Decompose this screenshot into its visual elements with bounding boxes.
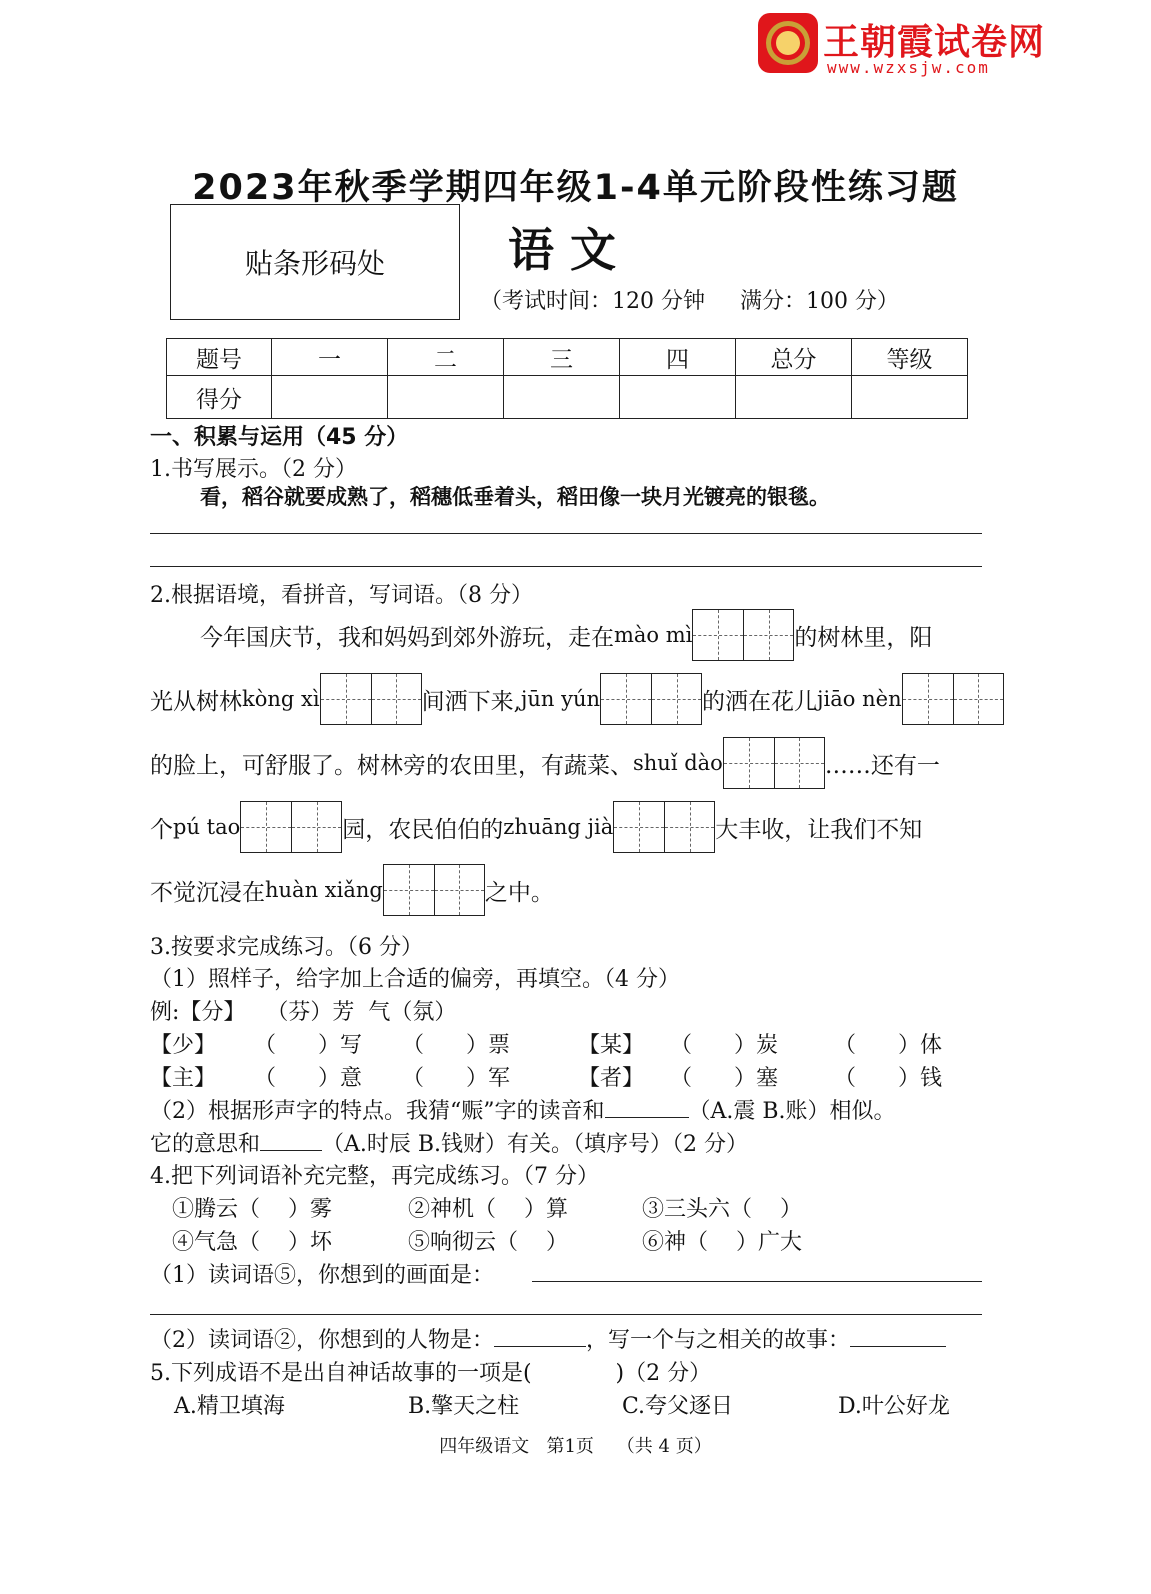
q5-option-b[interactable]: B.擎天之柱	[408, 1394, 520, 1419]
score-cell[interactable]	[852, 376, 968, 419]
answer-box[interactable]	[383, 864, 485, 916]
logo-url: www.wzxsjw.com	[827, 58, 990, 77]
pinyin: kòng xì	[242, 687, 320, 711]
q3-sub1: （1）照样子，给字加上合适的偏旁，再填空。（4 分）	[150, 967, 680, 992]
passage-text: 不觉沉浸在	[150, 879, 265, 906]
exam-title: 2023年秋季学期四年级1-4单元阶段性练习题	[192, 168, 959, 208]
q3-sub2-text: （A.时辰 B.钱财）有关。（填序号）（2 分）	[322, 1132, 749, 1157]
answer-line[interactable]	[532, 1281, 982, 1282]
fill-blank[interactable]: （ ）军	[402, 1066, 510, 1091]
answer-box[interactable]	[613, 801, 715, 853]
writing-line[interactable]	[150, 533, 982, 534]
pinyin: jūn yún	[520, 687, 601, 711]
q3-sub2	[150, 1094, 896, 1125]
passage-text: 今年国庆节，我和妈妈到郊外游玩，走在	[200, 624, 614, 651]
pinyin: mào mì	[614, 623, 693, 647]
idiom-item[interactable]: ⑥神（ ）广大	[642, 1230, 802, 1255]
score-table-header-row	[167, 339, 968, 376]
answer-box[interactable]	[692, 609, 794, 661]
q1-label: 1.书写展示。（2 分）	[150, 457, 357, 482]
q4-label: 4.把下列词语补充完整，再完成练习。（7 分）	[150, 1164, 599, 1189]
table-cell: 总分	[736, 339, 852, 376]
root-char: 【主】	[150, 1066, 217, 1091]
fill-blank[interactable]: （ ）票	[402, 1033, 510, 1058]
score-cell[interactable]	[272, 376, 388, 419]
q5-option-c[interactable]: C.夸父逐日	[622, 1394, 734, 1419]
q5-label: 5.下列成语不是出自神话故事的一项是( )（2 分）	[150, 1361, 712, 1386]
pinyin: jiāo nèn	[817, 687, 902, 711]
answer-box[interactable]	[902, 673, 1004, 725]
passage-text: 的树林里，阳	[794, 624, 933, 651]
pinyin: huàn xiǎng	[265, 878, 383, 902]
logo-title: 王朝霞试卷网	[823, 22, 1046, 63]
q3-row	[150, 1061, 990, 1091]
q3-sub2-cont	[150, 1127, 748, 1158]
writing-line[interactable]	[150, 566, 982, 567]
q4-sub2-text: （2）读词语②，你想到的人物是：	[150, 1328, 494, 1353]
q3-sub2-text: （2）根据形声字的特点。我猜“赈”字的读音和	[150, 1099, 605, 1124]
q5-option-a[interactable]: A.精卫填海	[174, 1394, 285, 1419]
fill-blank[interactable]: （ ）钱	[834, 1066, 942, 1091]
answer-box[interactable]	[320, 673, 422, 725]
page-footer: 四年级语文 第1页 （共 4 页）	[439, 1436, 712, 1457]
passage-text: 的脸上，可舒服了。树林旁的农田里，有蔬菜、	[150, 752, 633, 779]
answer-line[interactable]	[150, 1314, 982, 1315]
exam-info: （考试时间：120 分钟 满分：100 分）	[480, 289, 899, 314]
q4-sub2	[150, 1323, 946, 1354]
passage-text: 大丰收，让我们不知	[715, 816, 923, 843]
table-cell: 题号	[167, 339, 272, 376]
passage-text: 的洒在花儿	[702, 688, 818, 715]
pinyin: zhuāng jià	[503, 815, 614, 839]
site-logo	[757, 12, 1057, 77]
pinyin: shuǐ dào	[633, 751, 723, 775]
section-heading: 一、积累与运用（45 分）	[150, 425, 409, 450]
q3-row	[150, 1028, 990, 1058]
q1-copy-text: 看，稻谷就要成熟了，稻穗低垂着头，稻田像一块月光镀亮的银毯。	[200, 485, 830, 509]
root-char: 【某】	[578, 1033, 645, 1058]
answer-box[interactable]	[723, 737, 825, 789]
idiom-item[interactable]: ①腾云（ ）雾	[172, 1197, 332, 1222]
answer-blank[interactable]	[605, 1097, 689, 1118]
idiom-item[interactable]: ④气急（ ）坏	[172, 1230, 332, 1255]
subject-title: 语文	[508, 223, 632, 277]
score-table	[166, 338, 968, 419]
q2-line-1	[200, 609, 932, 661]
table-cell: 一	[272, 339, 388, 376]
root-char: 【者】	[578, 1066, 645, 1091]
table-cell: 得分	[167, 376, 272, 419]
score-table-score-row	[167, 376, 968, 419]
fill-blank[interactable]: （ ）炭	[670, 1033, 778, 1058]
passage-text: 个	[150, 816, 173, 843]
barcode-box	[170, 204, 460, 320]
answer-blank[interactable]	[850, 1326, 946, 1347]
q5-option-d[interactable]: D.叶公好龙	[838, 1394, 950, 1419]
score-cell[interactable]	[504, 376, 620, 419]
pinyin: pú tao	[173, 815, 241, 839]
idiom-item[interactable]: ③三头六（ ）	[642, 1197, 802, 1222]
score-cell[interactable]	[620, 376, 736, 419]
seal-icon	[757, 12, 819, 74]
answer-blank[interactable]	[494, 1326, 586, 1347]
q3-sub2-text: 它的意思和	[150, 1132, 261, 1157]
answer-box[interactable]	[600, 673, 702, 725]
answer-blank[interactable]	[260, 1130, 322, 1151]
fill-blank[interactable]: （ ）塞	[670, 1066, 778, 1091]
table-cell: 等级	[852, 339, 968, 376]
score-cell[interactable]	[388, 376, 504, 419]
q2-line-3	[150, 737, 940, 789]
passage-text: 之中。	[484, 879, 554, 906]
q3-label: 3.按要求完成练习。（6 分）	[150, 935, 423, 960]
q2-line-5	[150, 864, 554, 916]
score-cell[interactable]	[736, 376, 852, 419]
answer-box[interactable]	[240, 801, 342, 853]
passage-text: ……还有一	[824, 752, 940, 779]
root-char: 【少】	[150, 1033, 217, 1058]
q3-example: 例:【分】 （芬）芳 气（氛）	[150, 1000, 457, 1025]
barcode-label: 贴条形码处	[244, 247, 385, 280]
passage-text: 光从树林	[150, 688, 242, 715]
q2-label: 2.根据语境，看拼音，写词语。（8 分）	[150, 583, 533, 608]
fill-blank[interactable]: （ ）写	[254, 1033, 362, 1058]
passage-text: 园，农民伯伯的	[342, 816, 504, 843]
q2-line-4	[150, 801, 922, 853]
table-cell: 三	[504, 339, 620, 376]
idiom-item[interactable]: ⑤响彻云（ ）	[408, 1230, 568, 1255]
idiom-item[interactable]: ②神机（ ）算	[408, 1197, 568, 1222]
table-cell: 四	[620, 339, 736, 376]
q4-sub1: （1）读词语⑤，你想到的画面是：	[150, 1263, 494, 1288]
q4-sub2-text: ，写一个与之相关的故事：	[586, 1328, 851, 1353]
fill-blank[interactable]: （ ）体	[834, 1033, 942, 1058]
passage-text: 间洒下来,	[421, 688, 521, 715]
table-cell: 二	[388, 339, 504, 376]
q3-sub2-text: （A.震 B.账）相似。	[688, 1099, 896, 1124]
fill-blank[interactable]: （ ）意	[254, 1066, 362, 1091]
q2-line-2	[150, 673, 1004, 725]
